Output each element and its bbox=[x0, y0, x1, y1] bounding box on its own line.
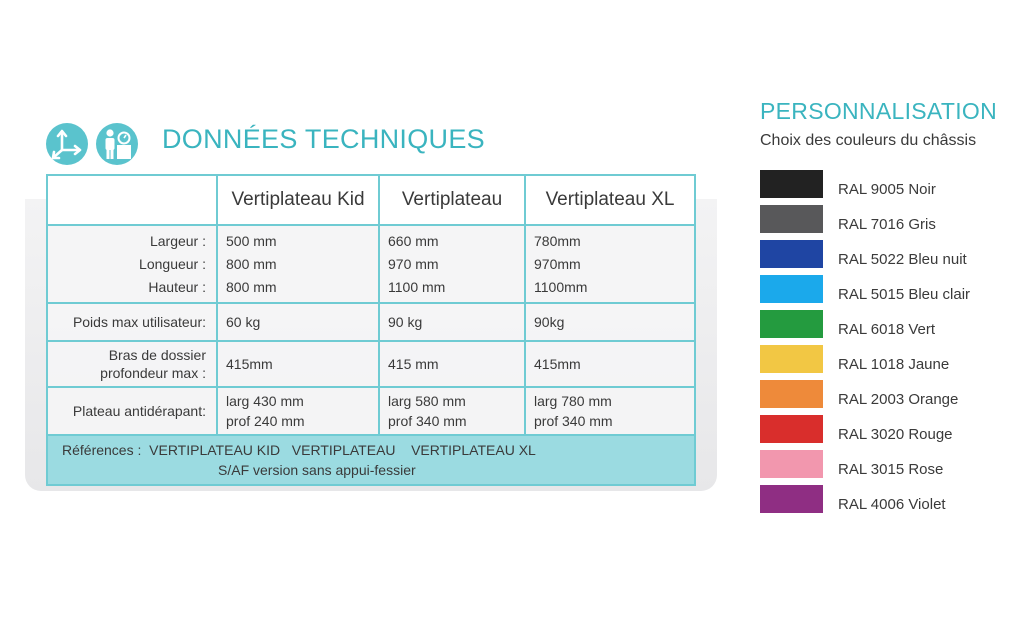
swatch-violet bbox=[760, 485, 823, 513]
swatch-bleu-nuit bbox=[760, 240, 823, 268]
person-weight-icon bbox=[96, 123, 138, 165]
swatch-orange bbox=[760, 380, 823, 408]
bras-standard: 415 mm bbox=[379, 341, 525, 387]
swatch-noir bbox=[760, 170, 823, 198]
kid-largeur: 500 mm bbox=[226, 232, 277, 249]
table-row-dimensions bbox=[47, 225, 695, 303]
dimensions-axes-icon bbox=[46, 123, 88, 165]
dims-xl-cell bbox=[525, 225, 695, 303]
personnalisation-title: PERSONNALISATION bbox=[760, 98, 997, 124]
plateau-std-larg: larg 580 mm bbox=[388, 393, 466, 409]
color-name-rouge: RAL 3020 Rouge bbox=[838, 426, 953, 443]
std-hauteur: 1100 mm bbox=[388, 278, 446, 295]
color-name-rose: RAL 3015 Rose bbox=[838, 461, 944, 478]
poids-standard: 90 kg bbox=[379, 303, 525, 341]
color-name-jaune: RAL 1018 Jaune bbox=[838, 356, 950, 373]
poids-label: Poids max utilisateur: bbox=[47, 303, 217, 341]
header-xl: Vertiplateau XL bbox=[525, 175, 695, 225]
std-largeur: 660 mm bbox=[388, 232, 439, 249]
color-name-bleu-clair: RAL 5015 Bleu clair bbox=[838, 286, 971, 303]
section-header bbox=[46, 121, 146, 167]
dims-label-cell bbox=[47, 225, 217, 303]
table-row-poids bbox=[47, 303, 695, 341]
bras-label-cell bbox=[47, 341, 217, 387]
header-kid: Vertiplateau Kid bbox=[217, 175, 379, 225]
bras-label-line2: profondeur max : bbox=[100, 365, 206, 381]
section-title: DONNÉES TECHNIQUES bbox=[162, 124, 485, 154]
poids-kid: 60 kg bbox=[217, 303, 379, 341]
table-row-bras bbox=[47, 341, 695, 387]
plateau-kid-cell bbox=[217, 387, 379, 435]
plateau-xl-prof: prof 340 mm bbox=[534, 413, 613, 429]
label-longueur: Longueur : bbox=[139, 255, 206, 272]
color-name-orange: RAL 2003 Orange bbox=[838, 391, 959, 408]
plateau-standard-cell bbox=[379, 387, 525, 435]
references-cell bbox=[47, 435, 695, 485]
swatch-gris bbox=[760, 205, 823, 233]
color-name-violet: RAL 4006 Violet bbox=[838, 496, 946, 513]
table-row-plateau bbox=[47, 387, 695, 435]
color-name-gris: RAL 7016 Gris bbox=[838, 216, 936, 233]
label-hauteur: Hauteur : bbox=[148, 278, 206, 295]
swatch-rouge bbox=[760, 415, 823, 443]
plateau-std-prof: prof 340 mm bbox=[388, 413, 467, 429]
swatch-vert bbox=[760, 310, 823, 338]
std-longueur: 970 mm bbox=[388, 255, 439, 272]
bras-kid: 415mm bbox=[217, 341, 379, 387]
plateau-xl-larg: larg 780 mm bbox=[534, 393, 612, 409]
header-empty bbox=[47, 175, 217, 225]
poids-xl: 90kg bbox=[525, 303, 695, 341]
label-largeur: Largeur : bbox=[149, 232, 206, 249]
personnalisation-subtitle: Choix des couleurs du châssis bbox=[760, 132, 977, 149]
xl-longueur: 970mm bbox=[534, 255, 581, 272]
kid-longueur: 800 mm bbox=[226, 255, 277, 272]
swatch-rose bbox=[760, 450, 823, 478]
references-line: Références : VERTIPLATEAU KID VERTIPLATEAU VERTIPLATEAU XL bbox=[62, 442, 536, 458]
color-name-noir: RAL 9005 Noir bbox=[838, 181, 936, 198]
xl-largeur: 780mm bbox=[534, 232, 581, 249]
swatch-bleu-clair bbox=[760, 275, 823, 303]
bras-xl: 415mm bbox=[525, 341, 695, 387]
plateau-kid-prof: prof 240 mm bbox=[226, 413, 305, 429]
spec-table bbox=[46, 174, 696, 486]
plateau-kid-larg: larg 430 mm bbox=[226, 393, 304, 409]
header-standard: Vertiplateau bbox=[379, 175, 525, 225]
xl-hauteur: 1100mm bbox=[534, 278, 588, 295]
kid-hauteur: 800 mm bbox=[226, 278, 277, 295]
dims-standard-cell bbox=[379, 225, 525, 303]
swatch-jaune bbox=[760, 345, 823, 373]
references-note: S/AF version sans appui-fessier bbox=[218, 462, 416, 478]
bras-label-line1: Bras de dossier bbox=[108, 347, 206, 363]
plateau-label: Plateau antidérapant: bbox=[47, 387, 217, 435]
plateau-xl-cell bbox=[525, 387, 695, 435]
color-name-bleu-nuit: RAL 5022 Bleu nuit bbox=[838, 251, 967, 268]
dims-kid-cell bbox=[217, 225, 379, 303]
table-header-row bbox=[47, 175, 695, 225]
table-row-references bbox=[47, 435, 695, 485]
color-name-vert: RAL 6018 Vert bbox=[838, 321, 936, 338]
